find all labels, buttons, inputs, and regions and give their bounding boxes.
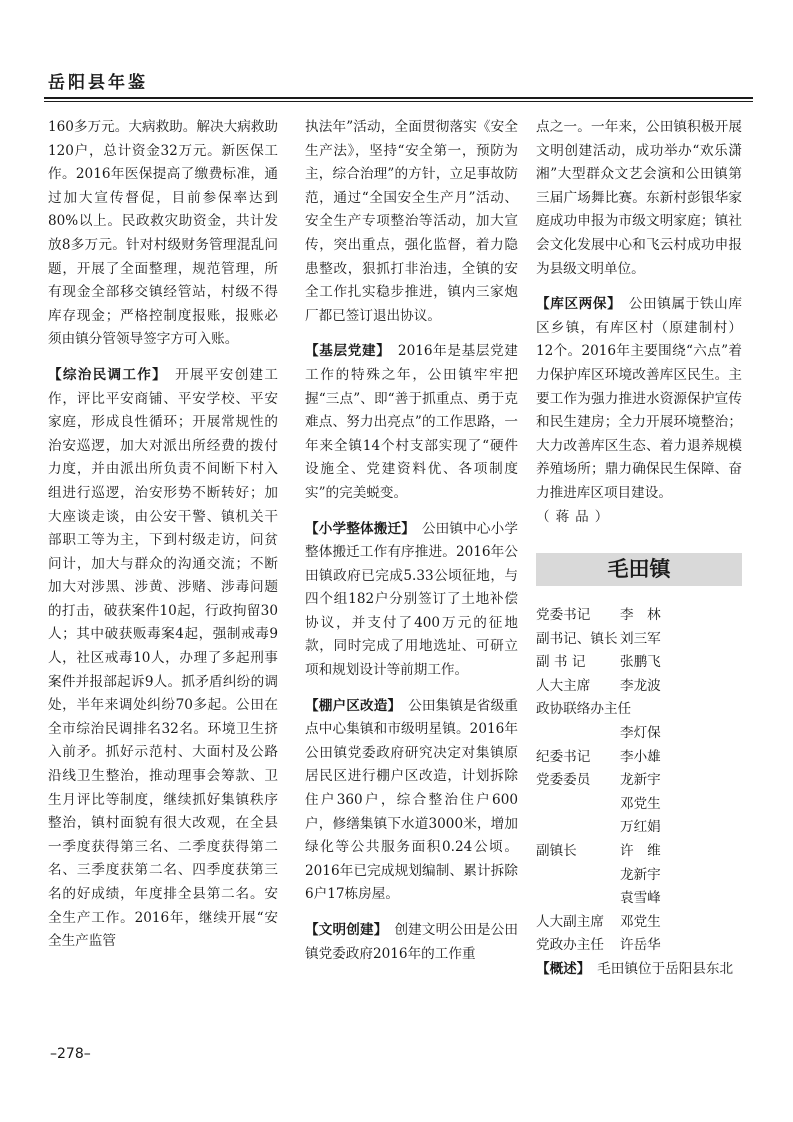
official-row	[536, 746, 742, 770]
section-heading: 【文明创建】	[305, 922, 381, 938]
official-title	[536, 793, 620, 817]
paragraph-safety-production: 执法年”活动，全面贯彻落实《安全生产法》，坚持“安全第一，预防为主，综合治理”的方针，立足事故防范，通过“全国安全生产月”活动、安全生产专项整治等活动，加大宣传，突出重点，强化监督，着力隐患整改，狠抓打非治违，全镇的安全工作扎实稳步推进，镇内三家炮厂都已签订退出协议。	[305, 119, 518, 324]
official-row	[536, 675, 742, 699]
paragraph-overview	[536, 958, 742, 982]
official-name: 刘三军	[620, 630, 661, 647]
official-name: 许 维	[620, 843, 661, 860]
text-column-1	[48, 116, 278, 954]
section-heading: 【小学整体搬迁】	[305, 520, 409, 537]
official-title: 党委书记	[536, 607, 591, 624]
text-column-3	[536, 116, 742, 982]
text-column-2	[305, 116, 518, 966]
official-name: 龙新宇	[620, 866, 661, 883]
author-credit: （蒋品）	[536, 508, 615, 525]
official-title: 政协联络办主任	[536, 701, 632, 718]
officials-list	[536, 604, 742, 958]
official-row	[536, 793, 742, 817]
official-name: 邓党生	[620, 913, 661, 930]
section-heading: 【棚户区改造】	[305, 697, 395, 714]
section-body: 开展平安创建工作，评比平安商铺、平安学校、平安家庭，形成良性循环；开展常规性的治安巡逻，加大对派出所经费的拨付力度，并由派出所负责不间断下村入组进行巡逻，治安形势不断转好；加大座谈走谈，由公安干警、镇机关干部职工等为主，下到村级走访，问贫问计，加大与群众的沟通交流；不断加大对涉黑、涉黄、涉赌、涉毒问题的打击，破获案件10起，行政拘留30人；其中破获贩毒案4起，强制戒毒9人，社区戒毒10人，办理了多起刑事案件并报部起诉9人。抓矛盾纠纷的调处，半年来调处纠纷70多起。公田在全市综治民调排名32名。环境卫生挤入前矛。抓好示范村、大面村及公路沿线卫生整治，推动理事会筹款、卫生月评比等制度，继续抓好集镇秩序整治，镇村面貌有很大改观，在全县一季度获得第三名、二季度获得第二名、三季度获第二名、四季度获第三名的好成绩，年度排全县第二名。安全生产工作。2016年，继续开展“安全生产监管	[48, 366, 279, 950]
official-title: 纪委书记	[536, 748, 591, 765]
official-name: 李灯保	[620, 725, 661, 742]
official-name: 万红娟	[620, 819, 661, 836]
page-number: –278–	[50, 1046, 91, 1062]
header-rule-thin	[44, 101, 753, 102]
official-row	[536, 934, 742, 958]
section-body: 公田镇中心小学整体搬迁工作有序推进。2016年公田镇政府已完成5.33公顷征地，与四个组182户分别签订了土地补偿协议，并支付了400万元的征地款，同时完成了用地选址、可研立项和规划设计等前期工作。	[305, 520, 519, 679]
section-body: 2016年是基层党建工作的特殊之年，公田镇牢牢把握“三点”、即“善于抓重点、勇于克难点、努力出亮点”的工作思路，一年来全镇14个村支部实现了“硬件设施全、党建资料优、各项制度实”的完美蜕变。	[305, 343, 518, 501]
official-row	[536, 864, 742, 888]
section-heading: 【基层党建】	[305, 343, 384, 360]
official-name: 张鹏飞	[620, 654, 661, 671]
official-name: 袁雪峰	[620, 890, 661, 907]
paragraph-public-security	[48, 364, 278, 954]
official-title: 副 书 记	[536, 654, 586, 671]
official-row	[536, 769, 742, 793]
official-row	[536, 911, 742, 935]
official-row	[536, 816, 742, 840]
official-title: 人大主席	[536, 677, 591, 694]
official-row	[536, 698, 742, 722]
official-name: 邓党生	[620, 795, 661, 812]
official-title: 党政办主任	[536, 937, 604, 954]
section-body: 公田集镇是省级重点中心集镇和市级明星镇。2016年公田镇党委政府研究决定对集镇原居民区进行棚户区改造，计划拆除住户360户，综合整治住户600户，修缮集镇下水道3000米，增加绿化等公共服务面积0.24公顷。2016年已完成规划编制、累计拆除6户17栋房屋。	[305, 697, 519, 903]
official-row	[536, 840, 742, 864]
official-title: 副书记、镇长	[536, 630, 618, 647]
official-row	[536, 722, 742, 746]
official-title	[536, 864, 620, 888]
paragraph-party-building	[305, 340, 518, 505]
header-rule	[44, 97, 753, 99]
section-body: 公田镇属于铁山库区乡镇，有库区村（原建制村）12个。2016年主要围绕“六点”着力保护库区环境改善库区民生。主要工作为强力推进水资源保护宣传和民生建房；全力开展环境整治；大力改善库区生态、着力退养规模养殖场所；鼎力确保民生保障、奋力推进库区项目建设。	[536, 296, 743, 501]
paragraph-school-relocation	[305, 518, 518, 683]
official-name: 李龙波	[620, 677, 661, 694]
section-body: 毛田镇位于岳阳县东北	[597, 961, 734, 977]
official-title: 党委委员	[536, 772, 591, 789]
official-title	[536, 887, 620, 911]
section-heading: 【库区两保】	[536, 296, 615, 313]
official-row	[536, 628, 742, 652]
running-header-title: 岳阳县年鉴	[48, 73, 148, 93]
official-title	[536, 816, 620, 840]
paragraph-civilization-building	[305, 919, 518, 966]
official-name: 龙新宇	[620, 772, 661, 789]
official-name: 李 林	[620, 607, 661, 624]
official-name: 许岳华	[620, 937, 661, 954]
official-title: 副镇长	[536, 843, 577, 860]
official-row	[536, 651, 742, 675]
section-heading: 【概述】	[536, 961, 584, 977]
official-row	[536, 604, 742, 628]
town-section-title: 毛田镇	[536, 553, 742, 586]
official-title: 人大副主席	[536, 913, 604, 930]
official-name: 李小雄	[620, 748, 661, 765]
paragraph-shantytown-renovation	[305, 695, 518, 907]
section-heading: 【综治民调工作】	[48, 366, 161, 383]
section-body: 创建文明公田是公田镇党委政府2016年的工作重	[305, 922, 519, 962]
paragraph-social-assistance: 160多万元。大病救助。解决大病救助120户，总计资金32万元。新医保工作。2016年医保提高了缴费标准，通过加大宣传督促，目前参保率达到80%以上。民政救灾助资金，共计发放8多万元。针对村级财务管理混乱问题，开展了全面整理，规范管理，所有现金全部移交镇经管站，村级不得库存现金；严格控制度报账，报账必须由镇分管领导签字方可入账。	[48, 119, 278, 348]
official-row	[536, 887, 742, 911]
paragraph-reservoir-protection	[536, 293, 742, 505]
paragraph-civilization-continued: 点之一。一年来，公田镇积极开展文明创建活动，成功举办“欢乐潇湘”大型群众文艺会演和公田镇第三届广场舞比赛。东新村彭银华家庭成功申报为市级文明家庭；镇社会文化发展中心和飞云村成功申报为县级文明单位。	[536, 119, 742, 277]
